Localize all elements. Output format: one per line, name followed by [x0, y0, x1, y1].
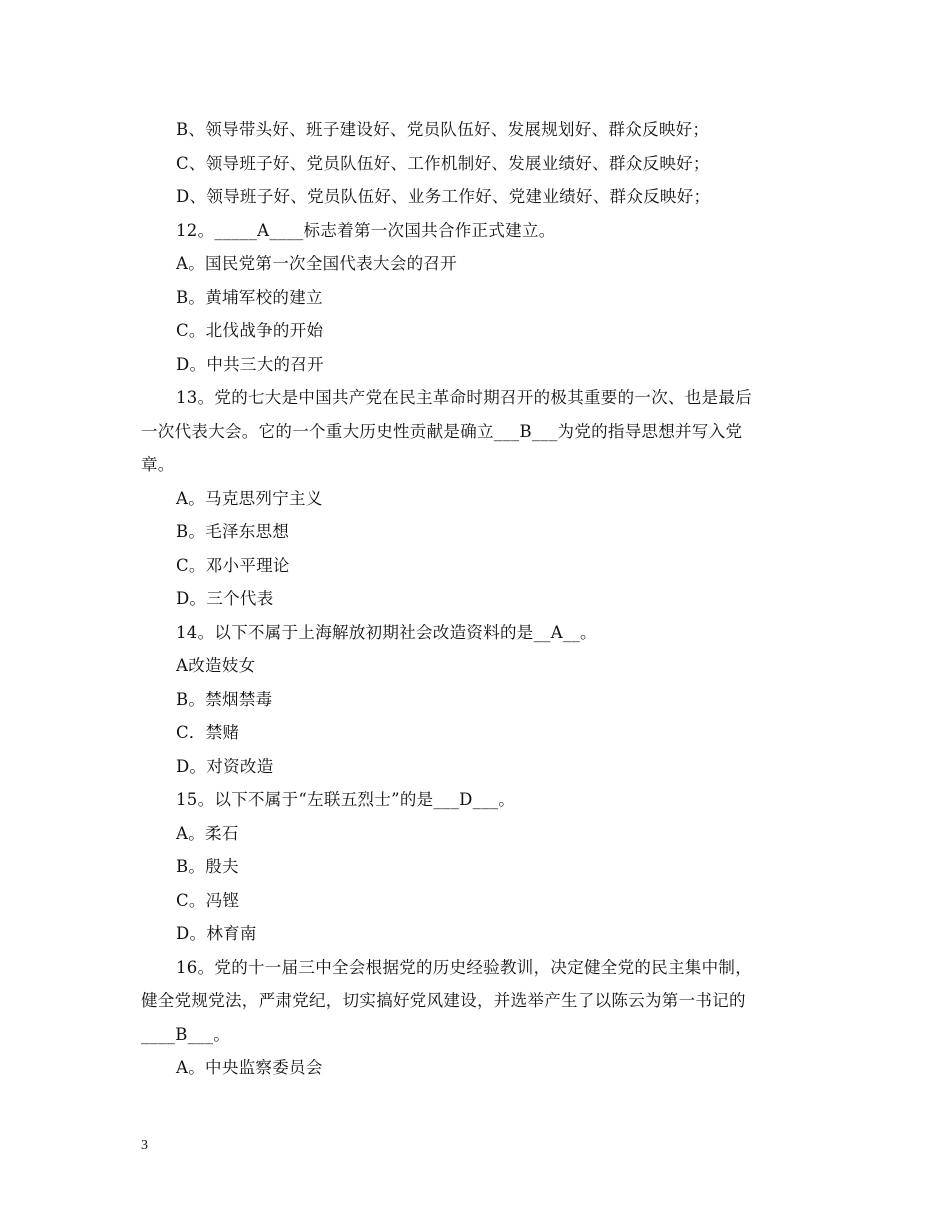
page-content [141, 113, 813, 1085]
question-12: 12。_____A____标志着第一次国共合作正式建立。 [176, 220, 556, 240]
option-a-q12: A。国民党第一次全国代表大会的召开 [176, 254, 458, 273]
option-d-q15: D。林育南 [176, 924, 257, 943]
question-16-line-1: 16。党的十一届三中全会根据党的历史经验教训，决定健全党的民主集中制， [176, 957, 752, 977]
option-b-q13: B。毛泽东思想 [176, 522, 290, 541]
question-16-line-3: ____B___。 [141, 1024, 231, 1044]
question-13-line-3: 章。 [141, 455, 175, 474]
option-b-q14: B。禁烟禁毒 [176, 689, 273, 709]
option-a-q14: A改造妓女 [176, 656, 256, 675]
option-a-q15: A。柔石 [176, 823, 239, 843]
question-16 [141, 951, 813, 1052]
option-b-q12: B。黄埔军校的建立 [176, 287, 323, 307]
question-13 [141, 381, 813, 482]
option-c-q13: C。邓小平理论 [176, 555, 290, 575]
question-13-line-2: 一次代表大会。它的一个重大历史性贡献是确立___B___为党的指导思想并写入党 [141, 421, 743, 441]
question-13-line-1: 13。党的七大是中国共产党在民主革命时期召开的极其重要的一次、也是最后 [176, 388, 752, 407]
option-b-q15: B。殷夫 [176, 857, 239, 876]
option-c-q14: C．禁赌 [176, 723, 240, 742]
question-16-line-2: 健全党规党法，严肃党纪，切实搞好党风建设，并选举产生了以陈云为第一书记的 [141, 991, 746, 1010]
option-c-q12: C。北伐战争的开始 [176, 321, 324, 340]
option-a-q16: A。中央监察委员会 [176, 1058, 323, 1077]
option-d-q12: D。中共三大的召开 [176, 354, 324, 374]
question-15: 15。以下不属于“左联五烈士”的是___D___。 [176, 790, 516, 809]
option-b-q11: B、领导带头好、班子建设好、党员队伍好、发展规划好、群众反映好； [176, 120, 710, 139]
page-number: 3 [141, 1138, 148, 1153]
option-a-q13: A。马克思列宁主义 [176, 488, 323, 508]
question-14: 14。以下不属于上海解放初期社会改造资料的是__A__。 [176, 622, 597, 642]
option-d-q13: D。三个代表 [176, 589, 274, 608]
option-c-q11: C、领导班子好、党员队伍好、工作机制好、发展业绩好、群众反映好； [176, 153, 710, 173]
option-d-q11: D、领导班子好、党员队伍好、业务工作好、党建业绩好、群众反映好； [176, 187, 711, 206]
option-c-q15: C。冯铿 [176, 890, 240, 910]
option-d-q14: D。对资改造 [176, 756, 274, 776]
